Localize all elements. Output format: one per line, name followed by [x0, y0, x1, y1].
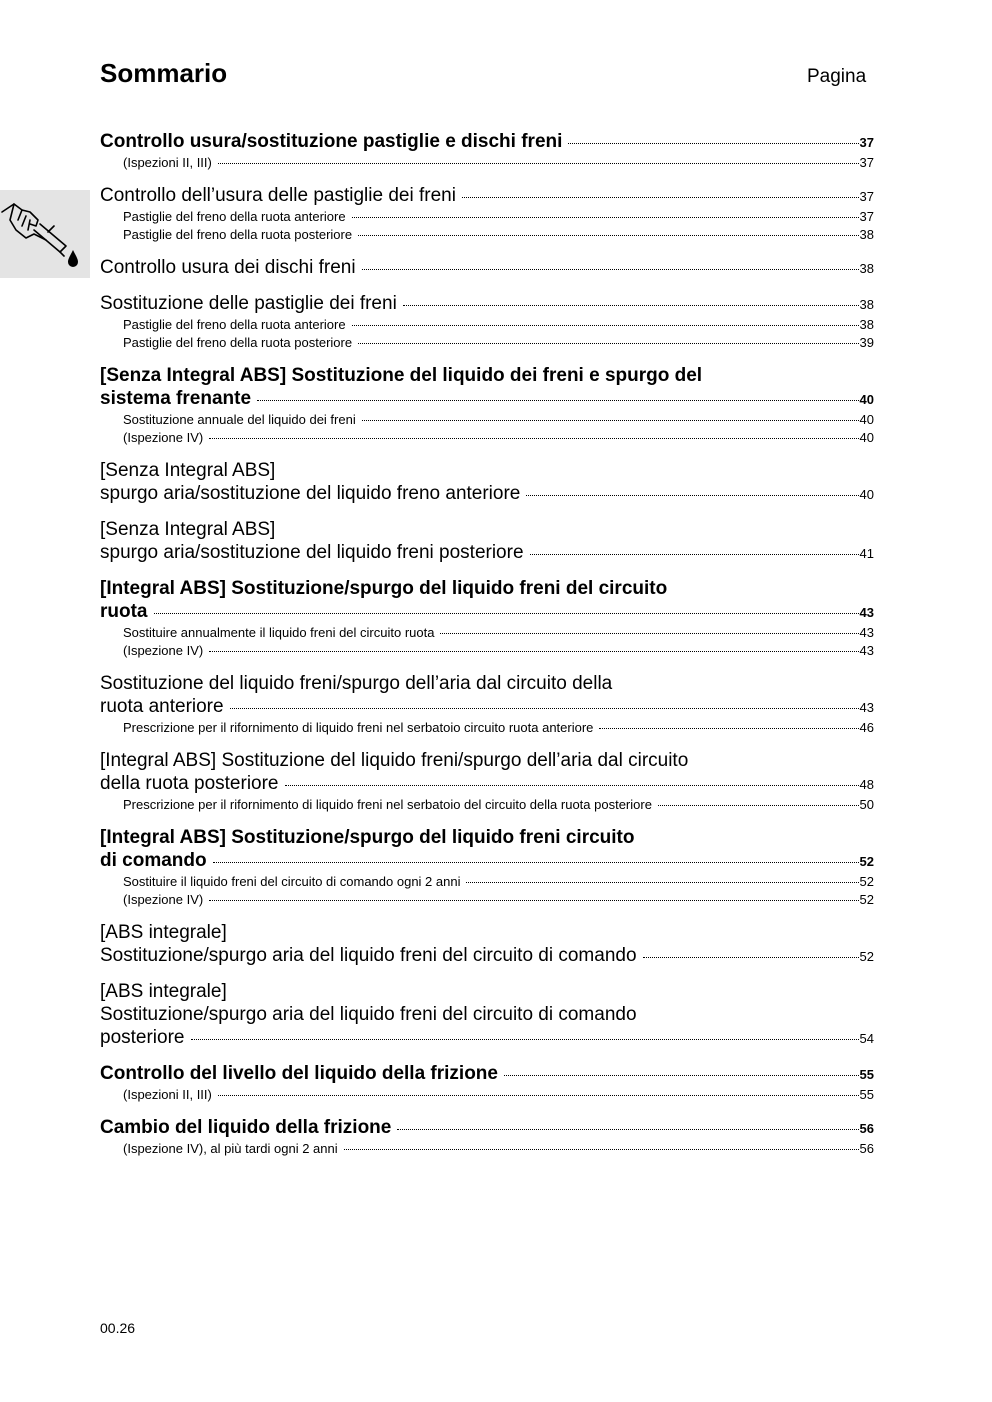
- dot-leader: [362, 268, 859, 270]
- dot-leader: [440, 632, 858, 634]
- toc-entry: [100, 184, 874, 244]
- toc-entry: [100, 518, 874, 565]
- dot-leader: [218, 1094, 859, 1096]
- dot-leader: [658, 804, 859, 806]
- page-number: 43: [859, 625, 874, 640]
- dot-leader: [643, 956, 859, 958]
- page-title: Sommario: [100, 58, 228, 88]
- dot-leader: [526, 494, 858, 496]
- dot-leader: [154, 612, 859, 614]
- page-number: 56: [859, 1121, 874, 1136]
- toc-entry-title[interactable]: [100, 256, 874, 280]
- page-number: 56: [859, 1141, 874, 1156]
- toc-entry-label: spurgo aria/sostituzione del liquido freni posteriore: [100, 542, 524, 563]
- toc-entry-label: spurgo aria/sostituzione del liquido freno anteriore: [100, 483, 521, 504]
- toc-subentry-label: Sostituire il liquido freni del circuito di comando ogni 2 anni: [123, 874, 461, 889]
- toc-entry: [100, 672, 874, 737]
- toc-subentry[interactable]: [100, 429, 874, 447]
- dot-leader: [599, 727, 858, 729]
- dot-leader: [218, 162, 859, 164]
- toc-entry-title-line[interactable]: [Senza Integral ABS]: [100, 460, 276, 481]
- page-number: 54: [859, 1031, 874, 1046]
- toc-entry-title[interactable]: [100, 1116, 874, 1140]
- toc-subentry[interactable]: [100, 154, 874, 172]
- toc-entry-label: posteriore: [100, 1027, 185, 1048]
- toc-entry: [100, 1116, 874, 1158]
- page-number: 39: [859, 335, 874, 350]
- page-number: 37: [859, 135, 874, 150]
- toc-subentry-label: Pastiglie del freno della ruota anteriore: [123, 209, 346, 224]
- toc-subentry-label: Pastiglie del freno della ruota posteriore: [123, 335, 353, 350]
- dot-leader: [352, 324, 859, 326]
- toc-entry: [100, 826, 874, 909]
- table-of-contents: [100, 130, 874, 1170]
- toc-entry-title-line[interactable]: [Senza Integral ABS] Sostituzione del liquido dei freni e spurgo del: [100, 365, 703, 386]
- toc-subentry[interactable]: [100, 891, 874, 909]
- page-number: 37: [859, 189, 874, 204]
- toc-entry: [100, 749, 874, 814]
- page-number: 43: [859, 700, 874, 715]
- toc-entry-label: Sostituzione delle pastiglie dei freni: [100, 293, 397, 314]
- dot-leader: [358, 342, 858, 344]
- page-number: 40: [859, 487, 874, 502]
- page-number: 43: [859, 605, 874, 620]
- toc-subentry[interactable]: [100, 226, 874, 244]
- page-number: 55: [859, 1067, 874, 1082]
- dot-leader: [352, 216, 859, 218]
- dot-leader: [191, 1038, 859, 1040]
- page-number: 48: [859, 777, 874, 792]
- toc-entry-label: Controllo dell’usura delle pastiglie dei freni: [100, 185, 456, 206]
- page-number: 38: [859, 227, 874, 242]
- toc-entry-title[interactable]: [100, 130, 874, 154]
- toc-entry-title[interactable]: [100, 541, 874, 565]
- dot-leader: [209, 650, 858, 652]
- dot-leader: [362, 419, 859, 421]
- toc-entry-label: sistema frenante: [100, 388, 252, 409]
- toc-entry-title[interactable]: [100, 292, 874, 316]
- toc-subentry-label: Pastiglie del freno della ruota anteriore: [123, 317, 346, 332]
- toc-entry: [100, 921, 874, 968]
- toc-entry: [100, 292, 874, 352]
- page-number: 41: [859, 546, 874, 561]
- toc-entry-title[interactable]: [100, 1026, 874, 1050]
- page-number: 52: [859, 892, 874, 907]
- toc-entry-label: Controllo usura/sostituzione pastiglie e dischi freni: [100, 131, 563, 152]
- toc-entry-title-line[interactable]: [Integral ABS] Sostituzione/spurgo del liquido freni del circuito: [100, 578, 668, 599]
- toc-entry-label: Controllo usura dei dischi freni: [100, 257, 356, 278]
- dot-leader: [466, 881, 858, 883]
- dot-leader: [209, 899, 858, 901]
- page-number: 40: [859, 430, 874, 445]
- toc-entry: [100, 1062, 874, 1104]
- toc-entry: [100, 577, 874, 660]
- dot-leader: [213, 861, 859, 863]
- page-number: 37: [859, 155, 874, 170]
- toc-subentry-label: (Ispezione IV): [123, 892, 204, 907]
- toc-subentry-label: (Ispezione IV): [123, 430, 204, 445]
- toc-entry-title[interactable]: [100, 482, 874, 506]
- toc-entry-label: di comando: [100, 850, 207, 871]
- page-number: 52: [859, 854, 874, 869]
- toc-entry-title-line[interactable]: [ABS integrale]: [100, 922, 227, 943]
- toc-subentry[interactable]: [100, 719, 874, 737]
- dot-leader: [257, 399, 859, 401]
- toc-subentry-label: (Ispezione IV): [123, 643, 204, 658]
- toc-subentry-label: Prescrizione per il rifornimento di liquido freni nel serbatoio circuito ruota anteriore: [123, 720, 594, 735]
- toc-entry: [100, 459, 874, 506]
- page-number: 40: [859, 412, 874, 427]
- page-number: 40: [859, 392, 874, 407]
- toc-subentry[interactable]: [100, 208, 874, 226]
- dot-leader: [403, 304, 859, 306]
- toc-entry-label: Sostituzione/spurgo aria del liquido freni del circuito di comando: [100, 945, 637, 966]
- toc-subentry-label: Sostituire annualmente il liquido freni del circuito ruota: [123, 625, 435, 640]
- dot-leader: [462, 196, 859, 198]
- page-number: 38: [859, 317, 874, 332]
- page-number: 38: [859, 261, 874, 276]
- dot-leader: [504, 1074, 859, 1076]
- toc-subentry-label: Sostituzione annuale del liquido dei freni: [123, 412, 356, 427]
- toc-entry: [100, 980, 874, 1050]
- toc-entry-title-line[interactable]: [Integral ABS] Sostituzione/spurgo del liquido freni circuito: [100, 827, 635, 848]
- toc-entry-title-line[interactable]: [ABS integrale]: [100, 981, 227, 1002]
- toc-subentry[interactable]: [100, 873, 874, 891]
- dot-leader: [358, 234, 858, 236]
- dot-leader: [230, 707, 859, 709]
- toc-subentry[interactable]: [100, 316, 874, 334]
- toc-entry-title[interactable]: [100, 695, 874, 719]
- toc-subentry[interactable]: [100, 1140, 874, 1158]
- toc-entry-title-line[interactable]: [Senza Integral ABS]: [100, 519, 276, 540]
- toc-entry-title[interactable]: [100, 600, 874, 624]
- toc-entry-label: Controllo del livello del liquido della frizione: [100, 1063, 498, 1084]
- dot-leader: [530, 553, 859, 555]
- toc-subentry-label: (Ispezione IV), al più tardi ogni 2 anni: [123, 1141, 338, 1156]
- brake-fluid-hand-icon: [0, 190, 90, 278]
- toc-entry-label: Cambio del liquido della frizione: [100, 1117, 392, 1138]
- toc-entry-title[interactable]: [100, 849, 874, 873]
- toc-entry-title[interactable]: [100, 944, 874, 968]
- toc-subentry[interactable]: [100, 411, 874, 429]
- toc-entry-title[interactable]: [100, 184, 874, 208]
- page-number: 38: [859, 297, 874, 312]
- toc-subentry-label: Prescrizione per il rifornimento di liquido freni nel serbatoio del circuito della ruota posteriore: [123, 797, 652, 812]
- toc-entry-title[interactable]: [100, 772, 874, 796]
- toc-entry-title[interactable]: [100, 387, 874, 411]
- toc-subentry[interactable]: [100, 642, 874, 660]
- toc-entry-label: ruota anteriore: [100, 696, 224, 717]
- toc-subentry[interactable]: [100, 334, 874, 352]
- page-code: 00.26: [100, 1320, 136, 1336]
- toc-subentry[interactable]: [100, 1086, 874, 1104]
- toc-entry-title-line[interactable]: Sostituzione/spurgo aria del liquido freni del circuito di comando: [100, 1004, 637, 1025]
- dot-leader: [568, 142, 858, 144]
- toc-entry-title-line[interactable]: Sostituzione del liquido freni/spurgo dell’aria dal circuito della: [100, 673, 613, 694]
- toc-subentry[interactable]: [100, 796, 874, 814]
- page-number: 50: [859, 797, 874, 812]
- dot-leader: [209, 437, 858, 439]
- page-number: 37: [859, 209, 874, 224]
- page-number: 46: [859, 720, 874, 735]
- toc-entry: [100, 256, 874, 280]
- toc-subentry-label: (Ispezioni II, III): [123, 1087, 212, 1102]
- toc-entry-label: della ruota posteriore: [100, 773, 279, 794]
- toc-entry: [100, 130, 874, 172]
- toc-subentry[interactable]: [100, 624, 874, 642]
- toc-entry-title-line[interactable]: [Integral ABS] Sostituzione del liquido freni/spurgo dell’aria dal circuito: [100, 750, 689, 771]
- page-number: 52: [859, 949, 874, 964]
- toc-subentry-label: Pastiglie del freno della ruota posteriore: [123, 227, 353, 242]
- dot-leader: [397, 1128, 858, 1130]
- dot-leader: [285, 784, 859, 786]
- page-number: 55: [859, 1087, 874, 1102]
- toc-entry: [100, 364, 874, 447]
- page-number: 43: [859, 643, 874, 658]
- dot-leader: [344, 1148, 859, 1150]
- toc-entry-title[interactable]: [100, 1062, 874, 1086]
- section-tab: [0, 190, 90, 278]
- page-number: 52: [859, 874, 874, 889]
- toc-entry-label: ruota: [100, 601, 148, 622]
- toc-subentry-label: (Ispezioni II, III): [123, 155, 212, 170]
- page-column-label: Pagina: [807, 66, 867, 87]
